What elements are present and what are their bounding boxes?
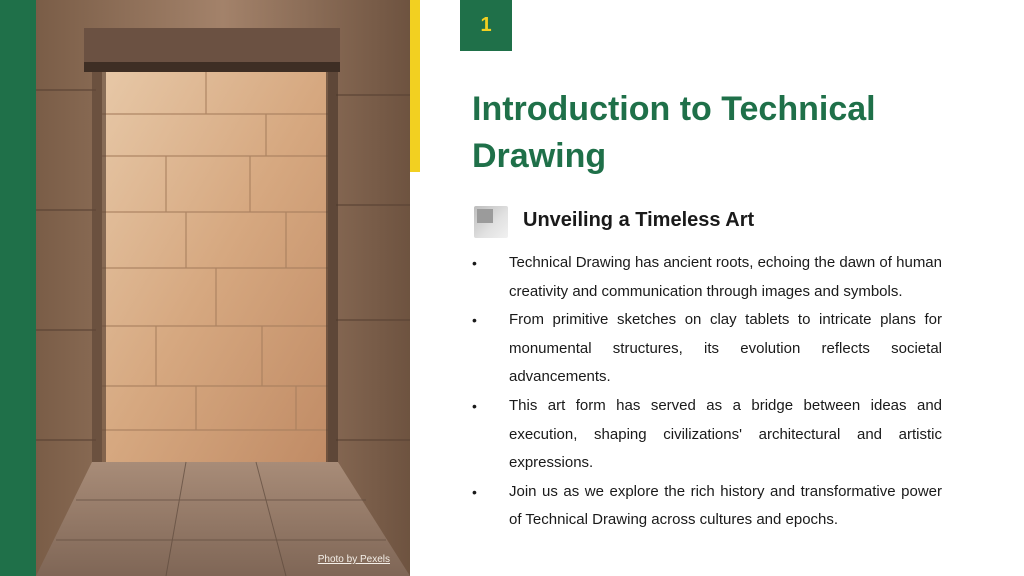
image-placeholder-icon (474, 206, 508, 238)
slide-title: Introduction to Technical Drawing (472, 90, 876, 175)
bullet-text: This art form has served as a bridge between ideas and execution, shaping civilizations' architectural and artistic expressions. (509, 396, 942, 472)
list-item (472, 392, 942, 478)
bullet-text: Join us as we explore the rich history and transformative power of Technical Drawing across cultures and epochs. (509, 482, 942, 529)
list-item (472, 306, 942, 392)
slide-subtitle: Unveiling a Timeless Art (523, 209, 755, 231)
bullet-glyph: • (472, 397, 477, 414)
yellow-accent-bar (410, 0, 420, 172)
bullet-glyph: • (472, 255, 477, 271)
bullet-text: Technical Drawing has ancient roots, echoing the dawn of human creativity and communication through images and symbols. (509, 254, 942, 300)
left-accent-strip (0, 0, 36, 576)
bullet-glyph: • (472, 312, 477, 329)
list-item (472, 478, 942, 535)
stone-doorway-image (36, 0, 410, 576)
list-item (472, 249, 942, 306)
bullet-list (472, 249, 942, 535)
photo-credit-link[interactable]: Photo by Pexels (317, 554, 390, 565)
bullet-glyph: • (472, 483, 477, 500)
bullet-text: From primitive sketches on clay tablets to intricate plans for monumental structures, its evolution reflects societal advancements. (509, 311, 942, 386)
stone-doorway-photo (36, 0, 410, 576)
slide-number-badge: 1 (460, 0, 512, 51)
